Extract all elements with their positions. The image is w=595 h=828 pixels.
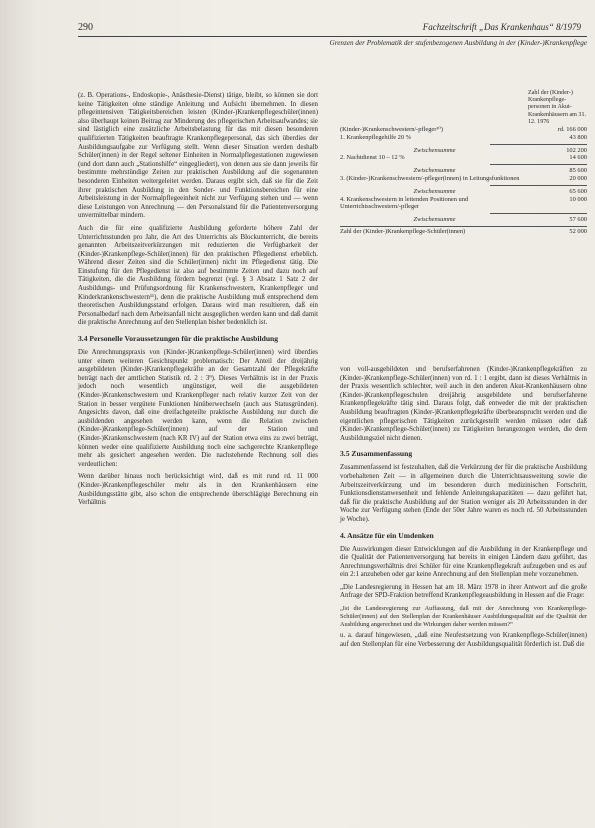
table-row-value: rd. 166 000: [557, 126, 587, 134]
table-row: [340, 126, 587, 134]
table-row-value: 10 000: [569, 195, 587, 203]
table-row-label: Zwischensumme: [413, 167, 456, 175]
table-row-value: 20 000: [569, 175, 587, 182]
staffing-table: [340, 90, 587, 236]
section-heading: 3.4 Personelle Voraussetzungen für die praktische Ausbildung: [78, 334, 279, 344]
table-row-value: 57 600: [569, 216, 587, 224]
table-row: [340, 216, 587, 224]
section-heading: 3.5 Zusammenfassung: [340, 449, 413, 459]
table-divider: [490, 185, 587, 186]
table-row-label: 2. Nachtdienst 10 – 12 %: [340, 154, 405, 162]
table-row: [340, 134, 587, 142]
paragraph: (z. B. Operations-, Endoskopie-, Anästhesie-Dienst) tätige, bleibt, so können sie dort keine Tätigkeiten ohne ständige Anleitung und Aufsicht übernehmen. In diesen pflegeintensiven Tätigkeitsbereichen leisten (Kinder-)Krankenpflegeschüler(innen) also überhaupt keinen Beitrag zur Minderung des pflegerischen Arbeitsaufwandes; sie sind lästiglich eine zusätzliche Arbeitsbelastung für das mit diesen besonderen qualifizierten Tätigkeiten beauftragte Krankenpflegepersonal, das sich überdies der Ausbildungsaufgabe zur Verfügung stellt. Wenn dieser Situation werden deshalb Schüler(innen) in der Regel seltener Einheiten in Normalpflegestationen zugewiesen (und dort dann auch „Stationshilfe“ eingegliedert), von denen aus sie dann jeweils für bestimmte mehrstündige Zeiten zur praktischen Ausbildung auf die sogenannten besonderen Einheiten weitergeleitet werden. Daraus ergibt sich, daß sie für die Zeit ihrer praktischen Ausbildung in den Sonder- und Funktionsbereichen für eine Arbeitsleistung in der Normalpflegeeinheit nicht zur Verfügung stehen und — wenn diese Leistungen von Anrechnung — den Personalstand für die Patientenversorgung unvermittelbar mindern.: [78, 92, 318, 220]
table-row-label: 3. (Kinder-)Krankenschwestern/-pfleger(innen) in Leitungsfunktionen: [340, 175, 520, 182]
paragraph: u. a. darauf hingewiesen, „daß eine Neufestsetzung von Krankenpflege-Schüler(innen) auf den Stellenplan für eine Verbesserung der Ausbildungsqualität förderlich ist. Daß die: [340, 632, 587, 649]
table-row-label: Zahl der (Kinder-)Krankenpflege-Schüler(innen): [340, 227, 466, 235]
table-row: [340, 154, 587, 162]
paragraph: Wenn darüber hinaus noch berücksichtigt wird, daß es mit rund rd. 11 000 (Kinder-)Krankenpflegeschüler mehr als in den Krankenhäusern eine Ausbildungsstätte gibt, also schon die entsprechende überschlägige Berechnung ein Verhältnis: [78, 473, 318, 507]
table-row: [340, 175, 587, 183]
table-row: [340, 147, 587, 155]
running-head: Grenzen der Problematik der stufenbezogenen Ausbildung in der (Kinder-)Krankenpflege: [329, 39, 587, 47]
paragraph: „Die Landesregierung in Hessen hat am 18. März 1978 in ihrer Antwort auf die große Anfrage der SPD-Fraktion betreffend Krankenpflegeausbildung in Hessen auf die Frage:: [340, 583, 587, 600]
table-row-label: (Kinder-)Krankenschwestern/-pfleger¹⁰): [340, 126, 444, 134]
paragraph: von voll-ausgebildeten und berufserfahrenen (Kinder-)Krankenpflegekräften zu (Kinder-)Krankenpflege-Schüler(innen) von rd. 1 : 1 ergibt, dann ist dieses Verhältnis in der Praxis wesentlich schlechter, weil auch in den anderen Akut-Krankenhäusern ohne (Kinder-)Krankenpflegeschulen dreijährig ausgebildete und berufserfahrene Krankenpflegekräfte tätig sind. Daraus folgt, daß entweder die mit der praktischen Ausbildung beauftragten (Kinder-)Krankenpflegekräfte überbeansprucht werden und die eigentlichen pflegerischen Tätigkeiten zurückgestellt werden müssen oder daß (Kinder-)Krankenpflege-Schüler(innen) zu Tätigkeiten herangezogen werden, die dem Ausbildungsziel nicht dienen.: [340, 366, 587, 442]
table-row: [340, 196, 587, 212]
table-divider: [490, 213, 587, 214]
left-column: [78, 92, 318, 822]
table-row-value: 43 800: [569, 133, 587, 141]
paragraph: Auch die für eine qualifizierte Ausbildung geforderte höhere Zahl der Unterrichtsstunden pro Jahr, die Art des Unterrichts als Blockunterricht, die bereits genannten Arbeitszeitverkürzungen mit reduzierten die Verfügbarkeit der (Kinder-)Krankenpflege-Schüler(innen) für den praktischen Pflegedienst erheblich. Während dieser Zeiten sind die Schüler(innen) nicht im Pflegedienst tätig. Die Einstufung für den Pflegedienst ist also auf bestimmte Zeiten und dazu noch auf Tätigkeiten, die die Ausbildung fördern begrenzt (vgl. § 3 Absatz 1 Satz 2 der Ausbildungs- und Prüfungsordnung für Krankenschwestern, Krankenpfleger und Kinderkrankenschwestern¹¹), denn die praktische Ausbildung muß entsprechend dem theoretischen Ausbildungsstand erfolgen. Daraus wird man resultieren, daß ein Personalbedarf nach dem Arbeitsanfall nicht ausgeglichen werden kann und daß damit die praktische Anrechnung auf den Stellenplan bisher bedenklich ist.: [78, 224, 318, 327]
header-rule: [78, 36, 587, 37]
page-number: 290: [78, 22, 93, 33]
table-row-label: 1. Krankenpflegehilfe 20 %: [340, 133, 411, 141]
table-row-value: 102 200: [566, 146, 587, 154]
right-column: [340, 366, 587, 826]
table-column-header: Zahl der (Kinder-) Krankenpflege-personen in Akut-Krankenhäusern am 31. 12. 1976: [528, 90, 587, 125]
table-row-value: 14 600: [569, 154, 587, 162]
table-row-value: 52 000: [569, 227, 587, 235]
table-row: [340, 188, 587, 196]
table-row-label: Zwischensumme: [413, 216, 456, 224]
paragraph: Die Anrechnungspraxis von (Kinder-)Krankenpflege-Schüler(innen) wird überdies unter einem weiteren Gesichtspunkt problematisch: Der Anteil der dreijährig ausgebildeten (Kinder-)Krankenpflegekräfte an der Gesamtzahl der Pflegekräfte beträgt nach der amtlichen Statistik rd. 2 : 3⁹). Dieses Verhältnis ist in der Praxis jedoch noch wesentlich ungünstiger, weil die ausgebildeten (Kinder-)Krankenschwestern und Krankenpfleger nach relativ kurzer Zeit von der Station in besser vergütete Funktionen hinüberwechseln (auch aus Statusgründen). Angesichts davon, daß eine dreifachgeteilte praktische Ausbildung nur durch die ausbildenden angesehen werden kann, wenn die Relation zwischen (Kinder-)Krankenpflege-Schüler(innen) auf der Station und (Kinder-)Krankenschwestern (nach KR IV) auf der Station etwa eins zu zwei beträgt, können weder eine qualifizierte Ausbildung noch eine sachgerechte Krankenpflege mehr als gesichert angesehen werden. Die nachstehende Rechnung soll dies verdeutlichen:: [78, 349, 318, 468]
paragraph: Zusammenfassend ist festzuhalten, daß die Verkürzung der für die praktische Ausbildung vorbehaltenen Zeit — in allgemeinen durch die Unterrichtsausweitung sowie die Arbeitszeitverkürzung und im besonderen durch medizinischen Fortschritt, Funktionsdienstanwesenheit und fehlende Anleitungskapazitäten — dazu geführt hat, daß für die praktische Ausbildung auf der Station weniger als 20 Arbeitsstunden in der Woche zur Verfügung stehen (Ende der 50er Jahre waren es noch rd. 50 Arbeitsstunden je Woche).: [340, 464, 587, 523]
quotation: „Ist die Landesregierung zur Auffassung, daß mit der Anrechnung von Krankenpflege-Schüler(innen) auf den Stellenplan der Krankenhäuser Ausbildungsqualität auf die Qualität der Ausbildung angerechnet und die Wirkungen daher werden müssen?“: [340, 605, 587, 628]
table-row-value: 85 600: [569, 167, 587, 175]
table-row-label: 4. Krankenschwestern in leitenden Positionen und Unterrichtsschwestern/-pfleger: [340, 195, 469, 211]
table-divider: [490, 144, 587, 145]
table-row-label: Zwischensumme: [413, 146, 456, 154]
table-row-value: 65 600: [569, 187, 587, 195]
table-divider: [490, 164, 587, 165]
table-row-label: Zwischensumme: [413, 187, 456, 195]
journal-title: Fachzeitschrift „Das Krankenhaus“ 8/1979: [422, 22, 581, 32]
paragraph: Die Auswirkungen dieser Entwicklungen auf die Ausbildung in der Krankenpflege und die Qualität der Patientenversorgung hat bereits in einigen Ländern dazu geführt, das Anrechnungsverhältnis drei Schüler für eine Krankenpflegekraft aufzugeben und es auf ein 2:1 anzuheben oder gar keine Anrechnung auf den Stellenplan mehr vorzunehmen.: [340, 545, 587, 579]
table-row: [340, 226, 587, 236]
table-row: [340, 167, 587, 175]
section-heading: 4. Ansätze für ein Umdenken: [340, 530, 434, 540]
